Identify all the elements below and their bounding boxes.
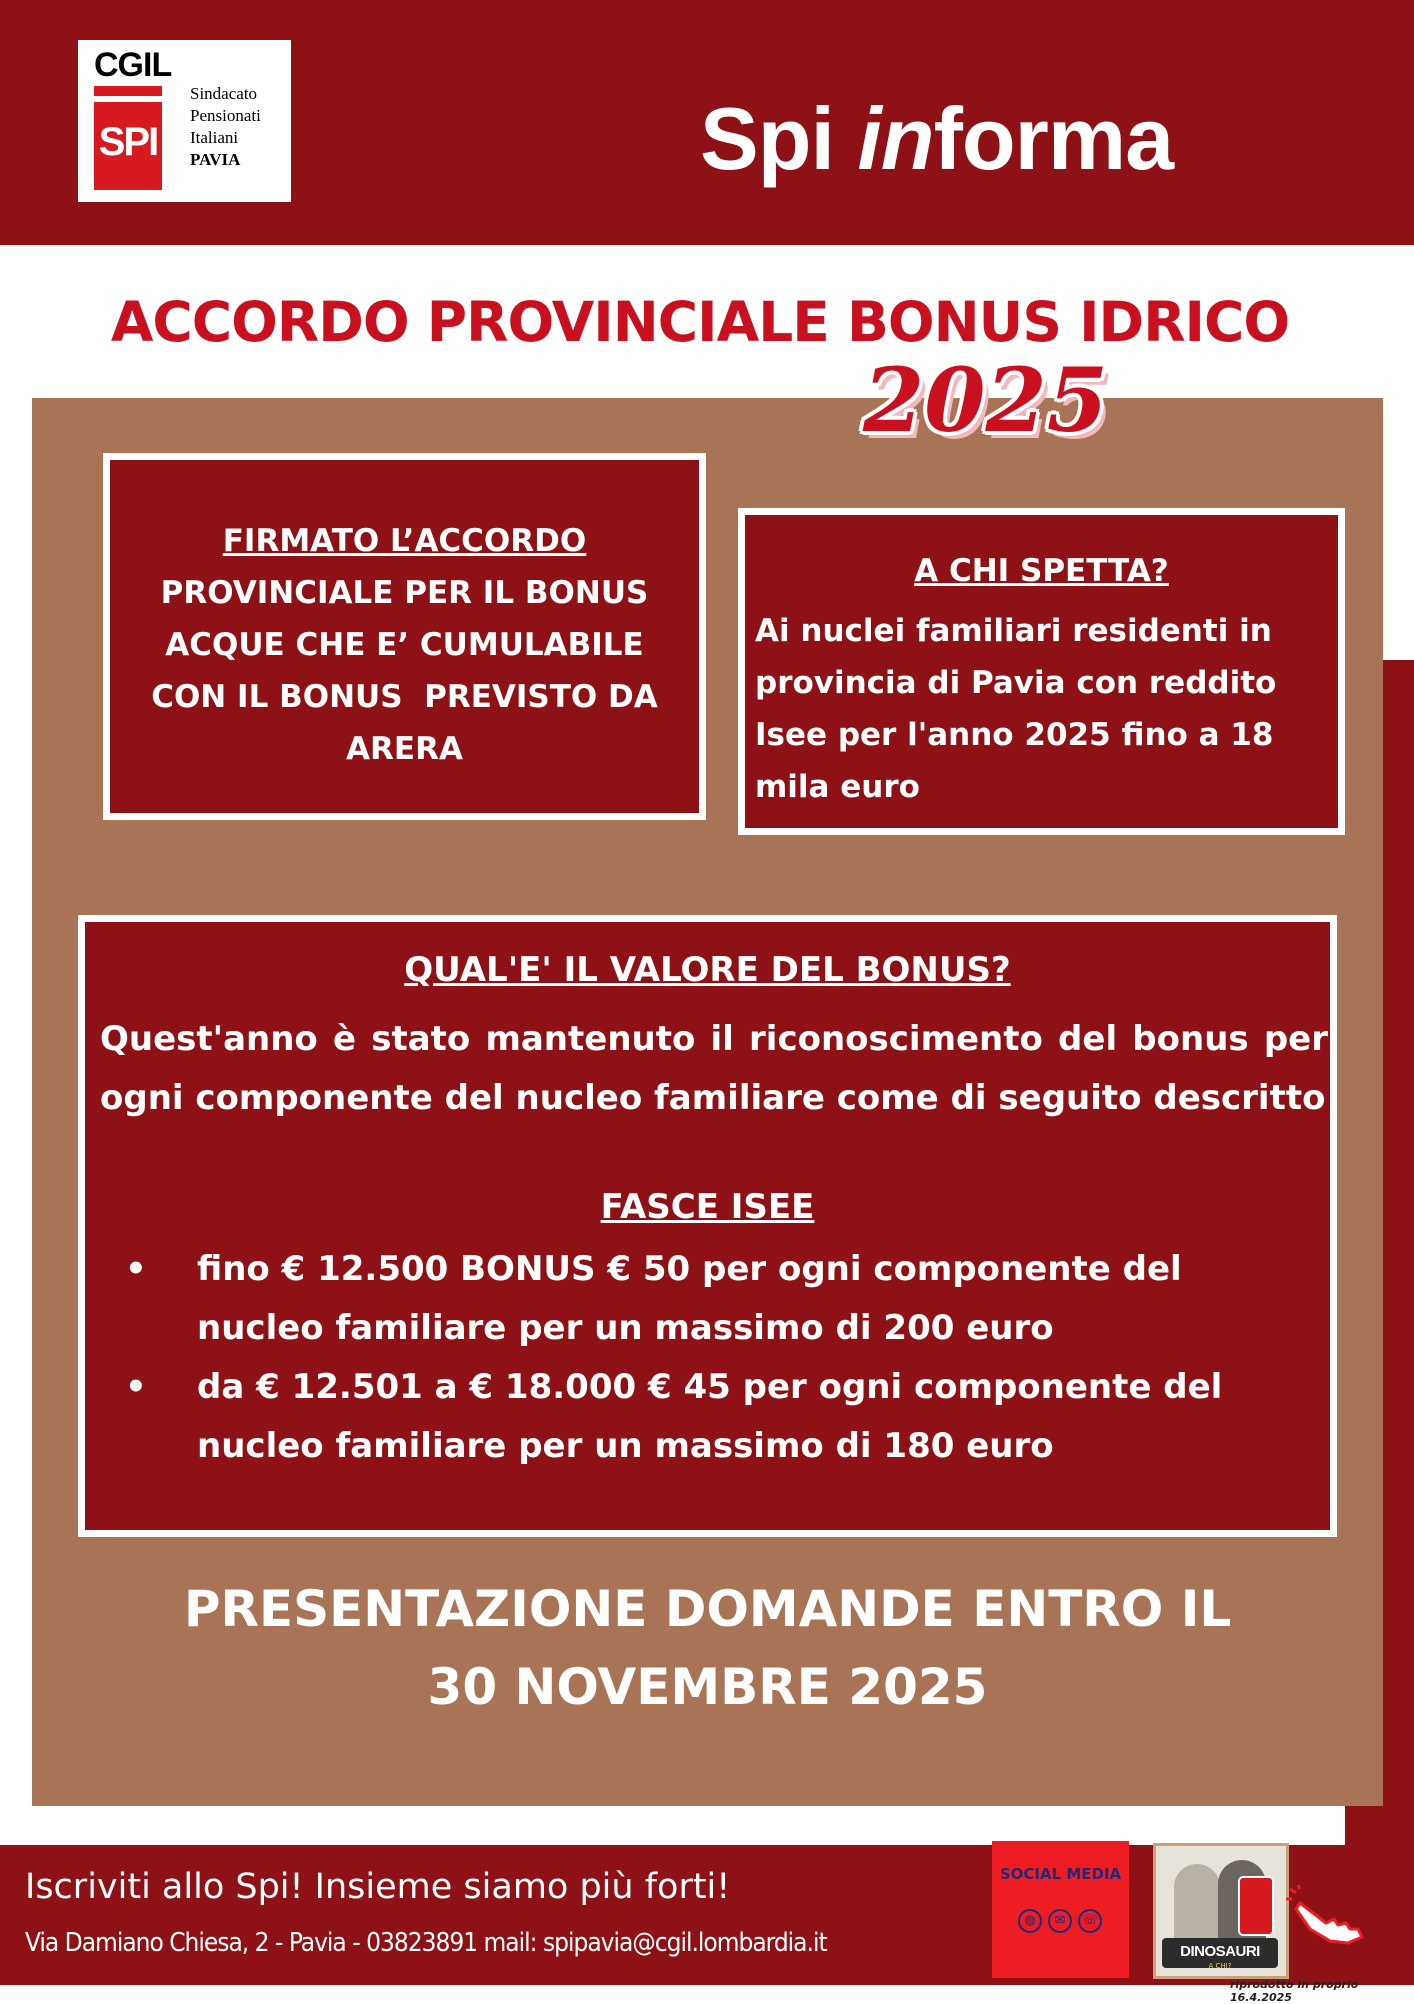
mail-icon[interactable]: ✉ (1048, 1909, 1072, 1933)
agreement-text (110, 515, 699, 775)
agreement-line-3: CON IL BONUS PREVISTO DA (151, 679, 658, 715)
eligibility-box (738, 508, 1345, 835)
social-media-box[interactable] (992, 1841, 1129, 1978)
dinosauri-badge[interactable] (1153, 1843, 1289, 1979)
eligibility-line-2: provincia di Pavia con reddito (755, 665, 1277, 701)
dinosauri-sublabel: A CHI? (1208, 1962, 1232, 1970)
footer-address: Via Damiano Chiesa, 2 - Pavia - 03823891 mail: spipavia@cgil.lombardia.it (25, 1928, 827, 1958)
title-part-in: in (857, 89, 934, 188)
eligibility-line-1: Ai nuclei familiari residenti in (755, 613, 1272, 649)
dinosauri-label: DINOSAURI (1180, 1943, 1260, 1960)
bonus-tier-1-text: fino € 12.500 BONUS € 50 per ogni componente del nucleo familiare per un massimo di 200 euro (197, 1249, 1182, 1348)
agreement-title: FIRMATO L’ACCORDO (222, 523, 587, 559)
page-title (700, 88, 1173, 190)
fasce-isee-label: FASCE ISEE (600, 1187, 815, 1227)
agreement-box (103, 453, 706, 820)
deadline-line-1: PRESENTAZIONE DOMANDE ENTRO IL (183, 1580, 1232, 1638)
agreement-line-2: ACQUE CHE E’ CUMULABILE (165, 627, 644, 663)
bullet-icon: • (125, 1249, 147, 1289)
year-label: 2025 (863, 348, 1108, 452)
eligibility-line-3: Isee per l'anno 2025 fino a 18 (755, 717, 1274, 753)
globe-icon[interactable]: ◍ (1018, 1909, 1042, 1933)
agreement-line-4: ARERA (346, 731, 463, 767)
bonus-tier-2-text: da € 12.501 a € 18.000 € 45 per ogni componente del nucleo familiare per un massimo di 180 euro (197, 1367, 1223, 1466)
pointing-hand-icon (1286, 1885, 1366, 1945)
title-part-spi: Spi (700, 89, 858, 188)
reproduction-note: riprodotto in proprio 16.4.2025 (1230, 1978, 1359, 2004)
fasce-isee-heading (85, 1187, 1330, 1227)
deadline-line-2: 30 NOVEMBRE 2025 (427, 1658, 988, 1716)
logo-line-1: Sindacato (190, 84, 258, 103)
headline: ACCORDO PROVINCIALE BONUS IDRICO (110, 290, 1290, 354)
bullet-icon: • (125, 1367, 147, 1407)
agreement-line-1: PROVINCIALE PER IL BONUS (160, 575, 649, 611)
logo-red-bar (94, 86, 162, 96)
eligibility-title: A CHI SPETTA? (914, 553, 1169, 589)
eligibility-text (755, 605, 1335, 813)
footer-slogan: Iscriviti allo Spi! Insieme siamo più forti! (25, 1867, 731, 1907)
logo-line-4: PAVIA (190, 150, 241, 169)
bonus-value-box (78, 915, 1337, 1537)
title-part-forma: forma (933, 89, 1174, 188)
logo-line-2: Pensionati (190, 106, 261, 125)
phone-icon[interactable]: ☏ (1078, 1909, 1102, 1933)
bonus-value-text: Quest'anno è stato mantenuto il riconoscimento del bonus per ogni componente del nucleo familiare come di seguito descritto (100, 1019, 1328, 1118)
logo-spi-block (94, 102, 162, 190)
eligibility-line-4: mila euro (755, 769, 920, 805)
logo-line-3: Italiani (190, 128, 239, 147)
cgil-spi-logo (78, 40, 291, 202)
bonus-value-title: QUAL'E' IL VALORE DEL BONUS? (404, 950, 1011, 990)
social-media-label: SOCIAL MEDIA (999, 1865, 1122, 1883)
phone-graphic (1238, 1876, 1274, 1936)
logo-cgil-text: CGIL (94, 46, 172, 84)
logo-spi-text: SPI (98, 120, 158, 164)
person-figure (1174, 1864, 1220, 1944)
